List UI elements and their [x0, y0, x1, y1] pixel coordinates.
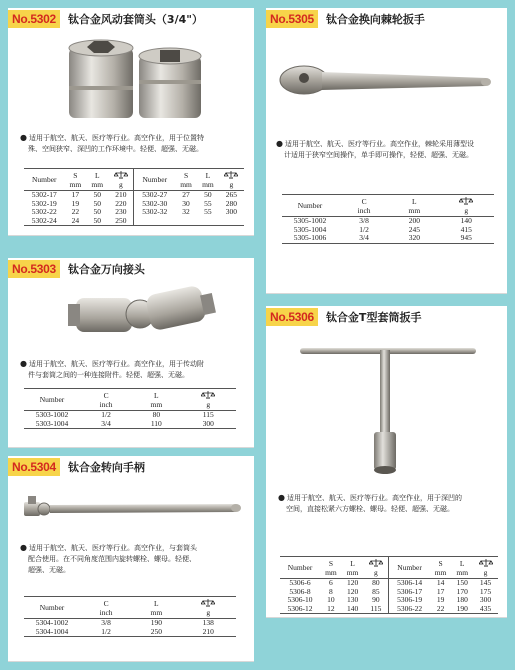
cell: 3/8 [101, 618, 111, 627]
desc-line: 适用于航空、航天、医疗等行业。高空作业，用于位置特 [28, 134, 204, 142]
cell: 6 [329, 578, 333, 587]
cell: 5306-10 [287, 595, 313, 604]
cell: 140 [342, 605, 364, 614]
cell: 140 [460, 216, 472, 225]
product-5302-panel [8, 8, 254, 236]
cell: 5306-19 [389, 596, 430, 605]
header-weight: g [363, 557, 389, 579]
cell: 300 [180, 420, 236, 429]
table-header-row [24, 169, 244, 191]
cell: 5305-1006 [282, 234, 338, 243]
cell: 190 [451, 605, 473, 614]
product-description [20, 132, 248, 155]
cell: 435 [473, 605, 498, 614]
cell: 130 [346, 595, 359, 604]
cell: 1/2 [80, 628, 132, 637]
product-number: No.5303 [8, 260, 60, 278]
cell: 300 [225, 207, 238, 216]
header-number: Number [24, 597, 80, 619]
cell: 5306-6 [289, 578, 311, 587]
cell: 5303-1004 [24, 420, 80, 429]
cell: 250 [132, 628, 180, 637]
cell: 5306-8 [289, 586, 311, 596]
cell: 145 [479, 578, 492, 587]
cell: 1/2 [359, 224, 369, 234]
header-weight: g [108, 169, 134, 191]
desc-line: 超强、无磁。 [28, 566, 70, 574]
cell: 8 [329, 586, 333, 596]
header-number: Number [280, 557, 320, 579]
header-number: Number [282, 195, 338, 217]
header-number: Number [134, 169, 175, 191]
header-s: S mm [320, 557, 342, 579]
universal-joint-image [68, 280, 218, 350]
cell [219, 217, 244, 226]
desc-line: 适用于航空、航天、医疗等行业。高空作业，用于传动附 [28, 360, 204, 368]
header-c: C inch [338, 195, 390, 217]
product-title: 钛合金转向手柄 [67, 461, 145, 474]
bullet-dot-icon: ● [276, 139, 283, 148]
cell: 190 [150, 618, 162, 627]
scale-weight-icon [479, 558, 493, 568]
cell: 14 [436, 578, 445, 587]
spec-table [280, 556, 498, 614]
table-header-row [280, 557, 498, 579]
header-weight: g [438, 195, 494, 217]
cell: 115 [202, 410, 214, 419]
spec-table [24, 168, 244, 226]
spec-table [24, 596, 236, 637]
product-5306-panel [266, 306, 507, 618]
product-5304-panel [8, 456, 254, 662]
cell: 945 [438, 234, 494, 243]
scale-weight-icon [201, 598, 215, 608]
cell: 245 [408, 224, 420, 234]
cell: 19 [436, 595, 445, 604]
cell: 120 [346, 586, 359, 596]
t-handle-wrench-image [296, 336, 486, 476]
cell: 55 [204, 198, 212, 208]
header-weight: g [473, 557, 498, 579]
cell: 265 [225, 190, 238, 199]
bullet-dot-icon: ● [20, 359, 27, 368]
cell: 5306-22 [389, 605, 430, 614]
header-l: L mm [132, 597, 180, 619]
header-c: C inch [80, 597, 132, 619]
cell: 120 [346, 578, 359, 587]
ratchet-wrench-image [276, 58, 496, 108]
product-number: No.5302 [8, 10, 60, 28]
cell: 5306-14 [389, 579, 430, 588]
cell: 50 [204, 190, 212, 199]
header-s: S mm [64, 169, 86, 191]
cell: 1/2 [101, 410, 111, 419]
spec-table [24, 388, 236, 429]
cell: 5304-1002 [35, 618, 69, 627]
cell: 22 [430, 605, 452, 614]
cell: 300 [479, 595, 492, 604]
bullet-dot-icon: ● [20, 133, 27, 142]
header-l: L mm [132, 389, 180, 411]
product-title: 钛合金T型套筒扳手 [325, 311, 422, 324]
flex-handle-image [22, 492, 246, 528]
desc-line: 配合使用。在不同角度范围内旋转螺栓、螺母。轻便、 [28, 555, 196, 563]
product-5305-panel [266, 8, 507, 294]
cell: 80 [372, 578, 380, 587]
cell: 50 [93, 198, 101, 208]
header-s: S mm [430, 557, 452, 579]
cell: 30 [182, 198, 190, 208]
socket-image [63, 34, 213, 126]
header-weight: g [180, 597, 236, 619]
cell: 5304-1004 [24, 628, 80, 637]
cell [134, 217, 175, 226]
product-number: No.5306 [266, 308, 318, 326]
cell: 5302-27 [134, 191, 175, 200]
product-5303-header [8, 258, 145, 280]
product-description [20, 542, 248, 576]
cell: 50 [86, 217, 108, 226]
cell: 85 [372, 586, 380, 596]
scale-weight-icon [224, 170, 238, 180]
bullet-dot-icon: ● [20, 543, 27, 552]
header-c: C inch [80, 389, 132, 411]
product-5302-header [8, 8, 203, 30]
cell: 5306-17 [389, 588, 430, 597]
cell: 415 [460, 224, 472, 234]
cell: 3/8 [359, 216, 369, 225]
scale-weight-icon [369, 558, 383, 568]
product-description [278, 492, 504, 515]
cell: 320 [390, 234, 438, 243]
desc-line: 计适用于狭窄空间操作，单手即可操作，轻便、超强、无磁。 [284, 151, 473, 159]
desc-line: 适用于航空、航天、医疗等行业。高空作业，用于深凹的 [286, 494, 462, 502]
cell: 24 [64, 217, 86, 226]
cell: 90 [372, 595, 380, 604]
desc-line: 适用于航空、航天、医疗等行业。高空作业，与套筒头 [28, 544, 197, 552]
cell: 19 [71, 198, 80, 208]
product-title: 钛合金风动套筒头（3/4"） [67, 13, 203, 26]
cell: 5303-1002 [35, 410, 69, 419]
product-title: 钛合金万向接头 [67, 263, 145, 276]
header-l: L mm [86, 169, 108, 191]
product-title: 钛合金换向棘轮扳手 [325, 13, 425, 26]
desc-line: 殊、空间狭窄、深凹的工作环境中。轻便、超强、无磁。 [28, 145, 203, 153]
cell: 138 [202, 618, 214, 627]
cell: 55 [204, 207, 212, 216]
table-row [24, 628, 236, 637]
cell: 210 [115, 190, 127, 199]
scale-weight-icon [114, 170, 128, 180]
cell: 170 [456, 586, 468, 596]
cell [197, 217, 219, 226]
cell: 5302-22 [31, 207, 57, 216]
cell: 150 [456, 578, 468, 587]
product-5304-header [8, 456, 145, 478]
product-5303-panel [8, 258, 254, 448]
cell: 200 [408, 216, 420, 225]
product-number: No.5305 [266, 10, 318, 28]
header-weight: g [219, 169, 244, 191]
cell: 17 [436, 586, 445, 596]
cell: 210 [180, 628, 236, 637]
cell: 230 [115, 207, 127, 216]
cell: 22 [71, 207, 80, 216]
cell: 280 [225, 198, 238, 208]
table-header-row [24, 389, 236, 411]
header-l: L mm [451, 557, 473, 579]
spec-table [282, 194, 494, 244]
cell: 80 [152, 410, 161, 419]
header-l: L mm [342, 557, 364, 579]
cell: 50 [93, 207, 101, 216]
cell: 5302-17 [31, 190, 57, 199]
desc-line: 适用于航空、航天、医疗等行业。高空作业，棘轮采用薄型设 [284, 140, 474, 148]
cell: 17 [71, 190, 80, 199]
desc-line: 件与套筒之间的一种连接附件。轻便、超强、无磁。 [28, 371, 189, 379]
cell: 12 [320, 605, 342, 614]
cell: 3/4 [338, 234, 390, 243]
cell: 5302-19 [31, 198, 57, 208]
desc-line: 空间，直接松紧六方螺栓、螺母。轻便、超强、无磁。 [286, 505, 454, 513]
header-l: L mm [390, 195, 438, 217]
table-row [280, 605, 498, 614]
cell [175, 217, 197, 226]
product-description [20, 358, 248, 381]
cell: 5305-1004 [293, 224, 327, 234]
header-s: S mm [175, 169, 197, 191]
cell: 180 [456, 595, 468, 604]
header-number: Number [389, 557, 430, 579]
product-number: No.5304 [8, 458, 60, 476]
table-header-row [24, 597, 236, 619]
product-5305-header [266, 8, 425, 30]
table-row [24, 420, 236, 429]
cell: 3/4 [80, 420, 132, 429]
header-number: Number [24, 169, 64, 191]
table-row [282, 234, 494, 243]
cell: 110 [132, 420, 180, 429]
cell: 250 [108, 217, 134, 226]
table-row [24, 208, 244, 217]
scale-weight-icon [201, 390, 215, 400]
cell: 115 [363, 605, 389, 614]
bullet-dot-icon: ● [278, 493, 285, 502]
cell: 27 [182, 190, 190, 199]
cell: 5305-1002 [293, 216, 327, 225]
cell: 10 [327, 595, 335, 604]
product-description [276, 138, 504, 161]
table-header-row [282, 195, 494, 217]
cell: 5306-12 [280, 605, 320, 614]
cell: 175 [479, 586, 492, 596]
table-row [24, 217, 244, 226]
scale-weight-icon [459, 196, 473, 206]
cell: 220 [115, 198, 127, 208]
header-weight: g [180, 389, 236, 411]
cell: 32 [182, 207, 190, 216]
cell: 50 [93, 190, 101, 199]
cell: 5302-32 [134, 208, 175, 217]
product-5306-header [266, 306, 421, 328]
header-l: L mm [197, 169, 219, 191]
cell: 5302-24 [24, 217, 64, 226]
cell: 5302-30 [134, 200, 175, 209]
header-number: Number [24, 389, 80, 411]
